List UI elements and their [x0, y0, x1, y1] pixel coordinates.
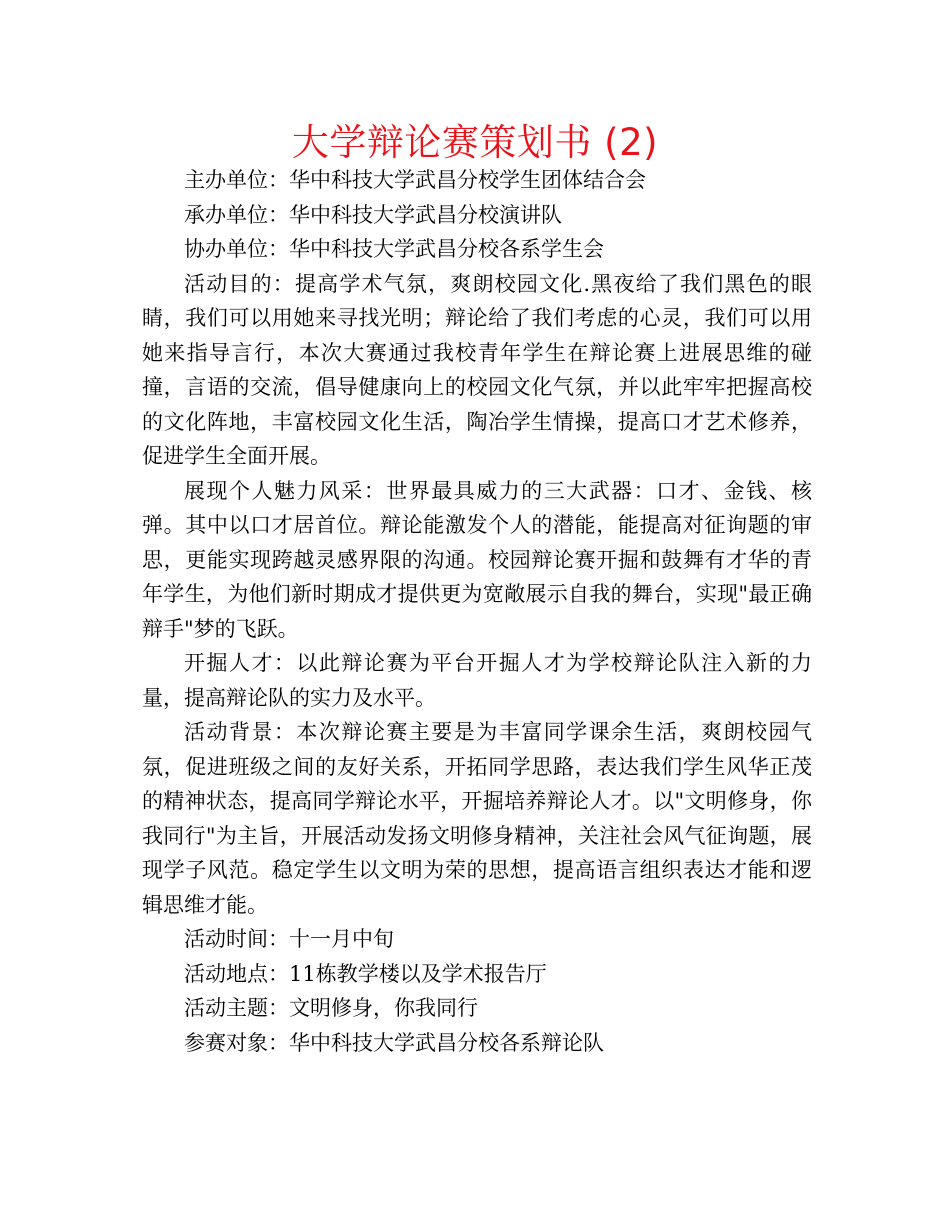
paragraph-time: 活动时间：十一月中旬 — [184, 927, 394, 951]
paragraph-purpose: 活动目的：提高学术气氛，爽朗校园文化.黑夜给了我们黑色的眼睛，我们可以用她来寻找光明；辩论给了我们考虑的心灵，我们可以用她来指导言行，本次大赛通过我校青年学生在辩论赛上进展思维的碰撞，言语的交流，倡导健康向上的校园文化气氛，并以此牢牢把握高校的文化阵地，丰富校园文化生活，陶冶学生情操，提高口才艺术修养，促进学生全面开展。 — [142, 271, 812, 468]
document-title: 大学辩论赛策划书 (2) — [291, 121, 659, 164]
document-body — [142, 163, 812, 1060]
paragraph-showcase: 展现个人魅力风采：世界最具威力的三大武器：口才、金钱、核弹。其中以口才居首位。辩论能激发个人的潜能，能提高对征询题的审思，更能实现跨越灵感界限的沟通。校园辩论赛开掘和鼓舞有才华的青年学生，为他们新时期成才提供更为宽敞展示自我的舞台，实现"最正确辩手"梦的飞跃。 — [142, 478, 812, 641]
paragraph-background: 活动背景：本次辩论赛主要是为丰富同学课余生活，爽朗校园气氛，促进班级之间的友好关系，开拓同学思路，表达我们学生风华正茂的精神状态，提高同学辩论水平，开掘培养辩论人才。以"文明修身，你我同行"为主旨，开展活动发扬文明修身精神，关注社会风气征询题，展现学子风范。稳定学生以文明为荣的思想，提高语言组织表达才能和逻辑思维才能。 — [142, 720, 812, 917]
paragraph-location: 活动地点：11栋教学楼以及学术报告厅 — [184, 961, 547, 986]
paragraph-participants: 参赛对象：华中科技大学武昌分校各系辩论队 — [184, 1030, 604, 1055]
paragraph-talent: 开掘人才：以此辩论赛为平台开掘人才为学校辩论队注入新的力量，提高辩论队的实力及水平。 — [142, 651, 812, 710]
paragraph-co-organizer: 协办单位：华中科技大学武昌分校各系学生会 — [184, 237, 604, 261]
paragraph-organizer: 主办单位：华中科技大学武昌分校学生团体结合会 — [184, 168, 646, 192]
paragraph-host: 承办单位：华中科技大学武昌分校演讲队 — [184, 202, 562, 227]
paragraph-theme: 活动主题：文明修身，你我同行 — [184, 996, 478, 1020]
